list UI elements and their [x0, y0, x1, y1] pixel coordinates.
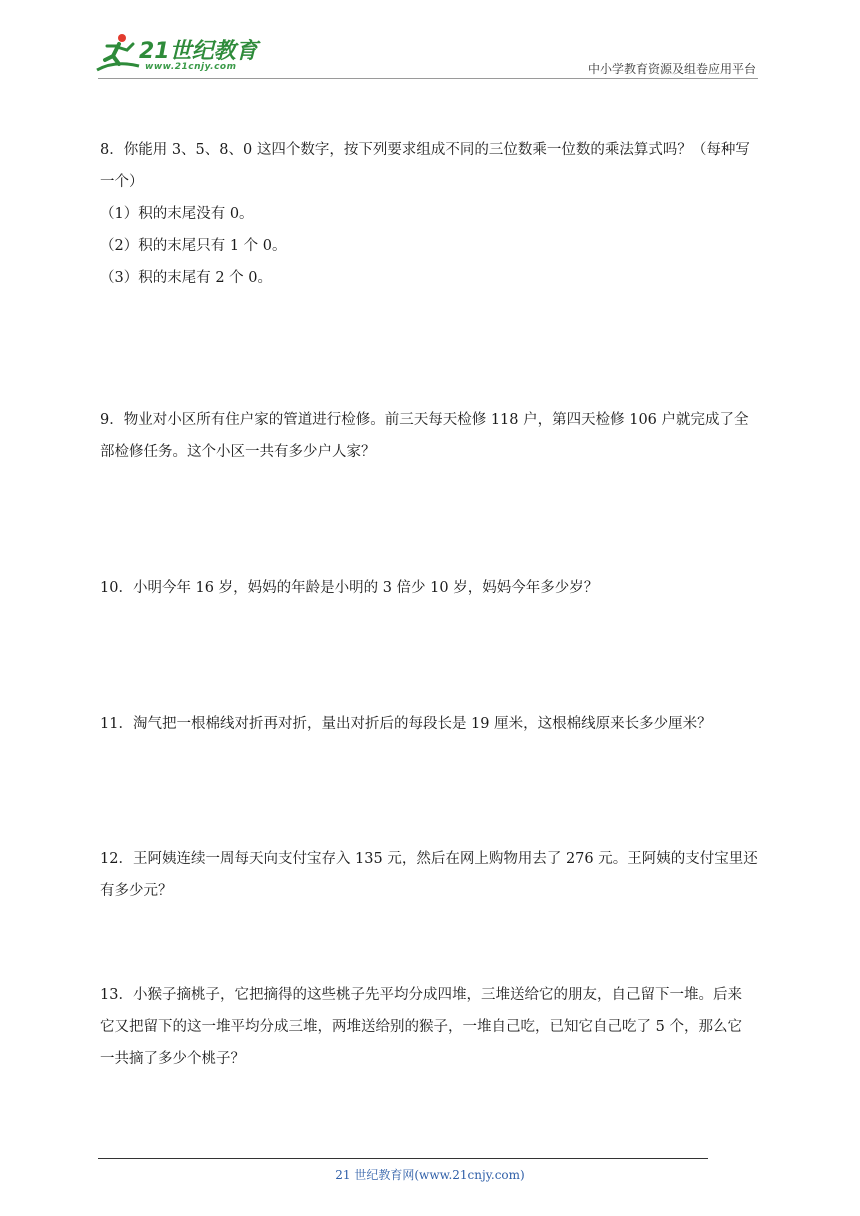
header-divider: [98, 78, 758, 79]
question-12-line-2: 有多少元？: [100, 883, 173, 899]
question-8-part-1: （1）积的末尾没有 0。: [100, 206, 254, 222]
logo-url-text: www.21cnjy.com: [145, 62, 237, 72]
question-8-part-2: （2）积的末尾只有 1 个 0。: [100, 238, 287, 254]
question-13-line-3: 一共摘了多少个桃子？: [100, 1051, 245, 1067]
question-12-line-1: 12．王阿姨连续一周每天向支付宝存入 135 元，然后在网上购物用去了 276 元。王阿姨的支付宝里还: [100, 851, 758, 867]
question-13-line-2: 它又把留下的这一堆平均分成三堆，两堆送给别的猴子，一堆自己吃，已知它自己吃了 5 个，那么它: [100, 1019, 742, 1035]
question-10: [100, 572, 762, 604]
footer-link[interactable]: 21 世纪教育网(www.21cnjy.com): [335, 1168, 525, 1182]
question-12: [100, 843, 762, 907]
question-9: [100, 404, 762, 468]
question-11: [100, 708, 762, 740]
running-figure-icon: [95, 30, 141, 76]
header-tagline: 中小学教育资源及组卷应用平台: [587, 62, 756, 76]
question-8-line-1: 8．你能用 3、5、8、0 这四个数字，按下列要求组成不同的三位数乘一位数的乘法算式吗？（每种写: [100, 142, 750, 158]
logo-brand-text: 21世纪教育: [139, 39, 258, 64]
footer-divider: [98, 1158, 708, 1159]
question-13-line-1: 13．小猴子摘桃子，它把摘得的这些桃子先平均分成四堆，三堆送给它的朋友，自己留下一堆。后来: [100, 987, 742, 1003]
page-header: [0, 0, 860, 90]
question-11-line-1: 11．淘气把一根棉线对折再对折，量出对折后的每段长是 19 厘米，这根棉线原来长多少厘米？: [100, 716, 712, 732]
question-8: [100, 134, 762, 294]
site-logo[interactable]: [95, 30, 265, 78]
question-13: [100, 979, 762, 1075]
question-9-line-2: 部检修任务。这个小区一共有多少户人家？: [100, 444, 376, 460]
question-8-part-3: （3）积的末尾有 2 个 0。: [100, 270, 273, 286]
question-8-line-2: 一个）: [100, 174, 144, 190]
question-10-line-1: 10．小明今年 16 岁，妈妈的年龄是小明的 3 倍少 10 岁，妈妈今年多少岁？: [100, 580, 599, 596]
question-9-line-1: 9．物业对小区所有住户家的管道进行检修。前三天每天检修 118 户，第四天检修 106 户就完成了全: [100, 412, 749, 428]
